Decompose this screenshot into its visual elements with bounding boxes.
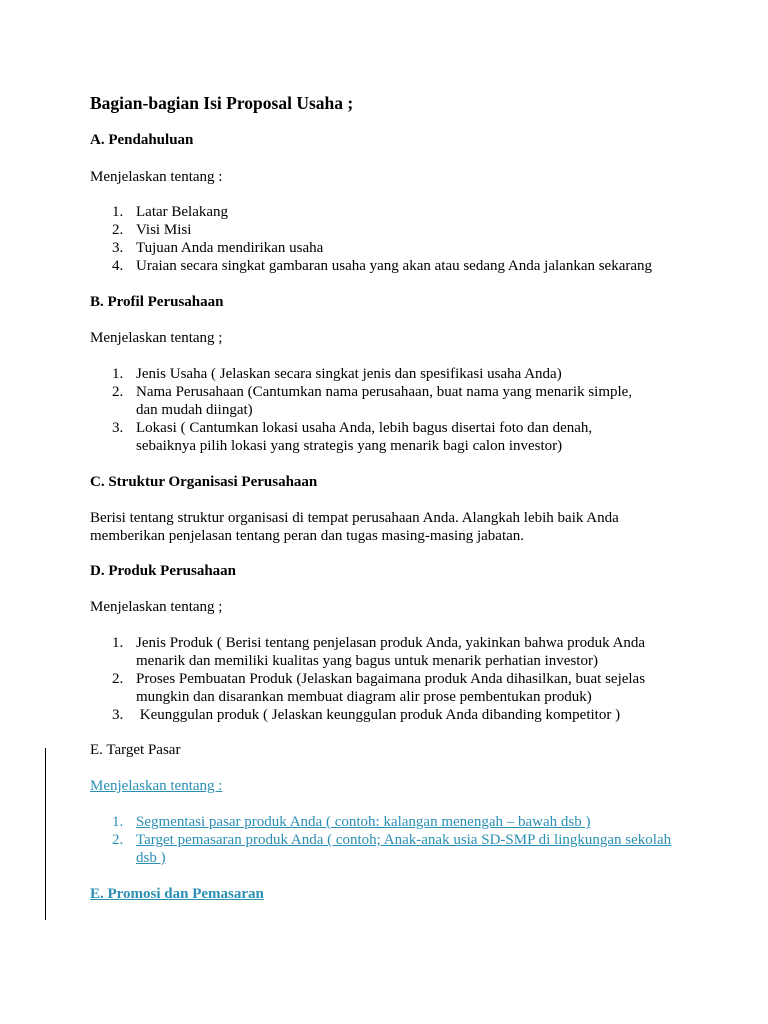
margin-change-bar (45, 748, 46, 920)
list-item: 3. Tujuan Anda mendirikan usaha (112, 240, 324, 256)
section-a-heading: A. Pendahuluan (90, 132, 194, 148)
section-a-list (90, 203, 690, 275)
list-item: 4. Uraian secara singkat gambaran usaha yang akan atau sedang Anda jalankan sekarang (112, 258, 653, 274)
section-b-list (90, 365, 650, 455)
list-item: 3. Keunggulan produk ( Jelaskan keunggulan produk Anda dibanding kompetitor ) (112, 707, 621, 723)
list-item: 2. Visi Misi (112, 222, 192, 238)
section-e-target-intro-link[interactable]: Menjelaskan tentang : (90, 778, 223, 794)
list-item: 1. Jenis Usaha ( Jelaskan secara singkat jenis dan spesifikasi usaha Anda) (112, 366, 562, 382)
section-e-promosi-heading-link[interactable]: E. Promosi dan Pemasaran (90, 886, 264, 902)
section-e-target-list (90, 813, 690, 867)
list-item: 2. Nama Perusahaan (Cantumkan nama perusahaan, buat nama yang menarik simple, dan mudah diingat) (112, 384, 633, 418)
section-d-intro: Menjelaskan tentang ; (90, 599, 223, 615)
document-title: Bagian-bagian Isi Proposal Usaha ; (90, 93, 354, 113)
list-item-link[interactable]: 1. Segmentasi pasar produk Anda ( contoh: kalangan menengah – bawah dsb ) (112, 814, 591, 830)
list-item: 3. Lokasi ( Cantumkan lokasi usaha Anda, lebih bagus disertai foto dan denah, sebaiknya pilih lokasi yang strategis yang menarik bagi calon investor) (112, 420, 593, 454)
section-a-intro: Menjelaskan tentang : (90, 169, 223, 185)
section-c-body: Berisi tentang struktur organisasi di tempat perusahaan Anda. Alangkah lebih baik Anda memberikan penjelasan tentang peran dan tugas masing-masing jabatan. (90, 510, 619, 544)
section-c-heading: C. Struktur Organisasi Perusahaan (90, 474, 318, 490)
list-item-link[interactable]: 2. Target pemasaran produk Anda ( contoh; Anak-anak usia SD-SMP di lingkungan sekolah dsb ) (112, 832, 672, 866)
list-item: 1. Latar Belakang (112, 204, 229, 220)
section-b-intro: Menjelaskan tentang ; (90, 330, 223, 346)
section-e-target-heading: E. Target Pasar (90, 742, 181, 758)
list-item: 2. Proses Pembuatan Produk (Jelaskan bagaimana produk Anda dihasilkan, buat sejelas mungkin dan disarankan membuat diagram alir prose pembentukan produk) (112, 671, 646, 705)
section-b-heading: B. Profil Perusahaan (90, 294, 224, 310)
section-d-heading: D. Produk Perusahaan (90, 563, 237, 579)
section-d-list (90, 634, 670, 724)
list-item: 1. Jenis Produk ( Berisi tentang penjelasan produk Anda, yakinkan bahwa produk Anda menarik dan memiliki kualitas yang bagus untuk menarik perhatian investor) (112, 635, 646, 669)
